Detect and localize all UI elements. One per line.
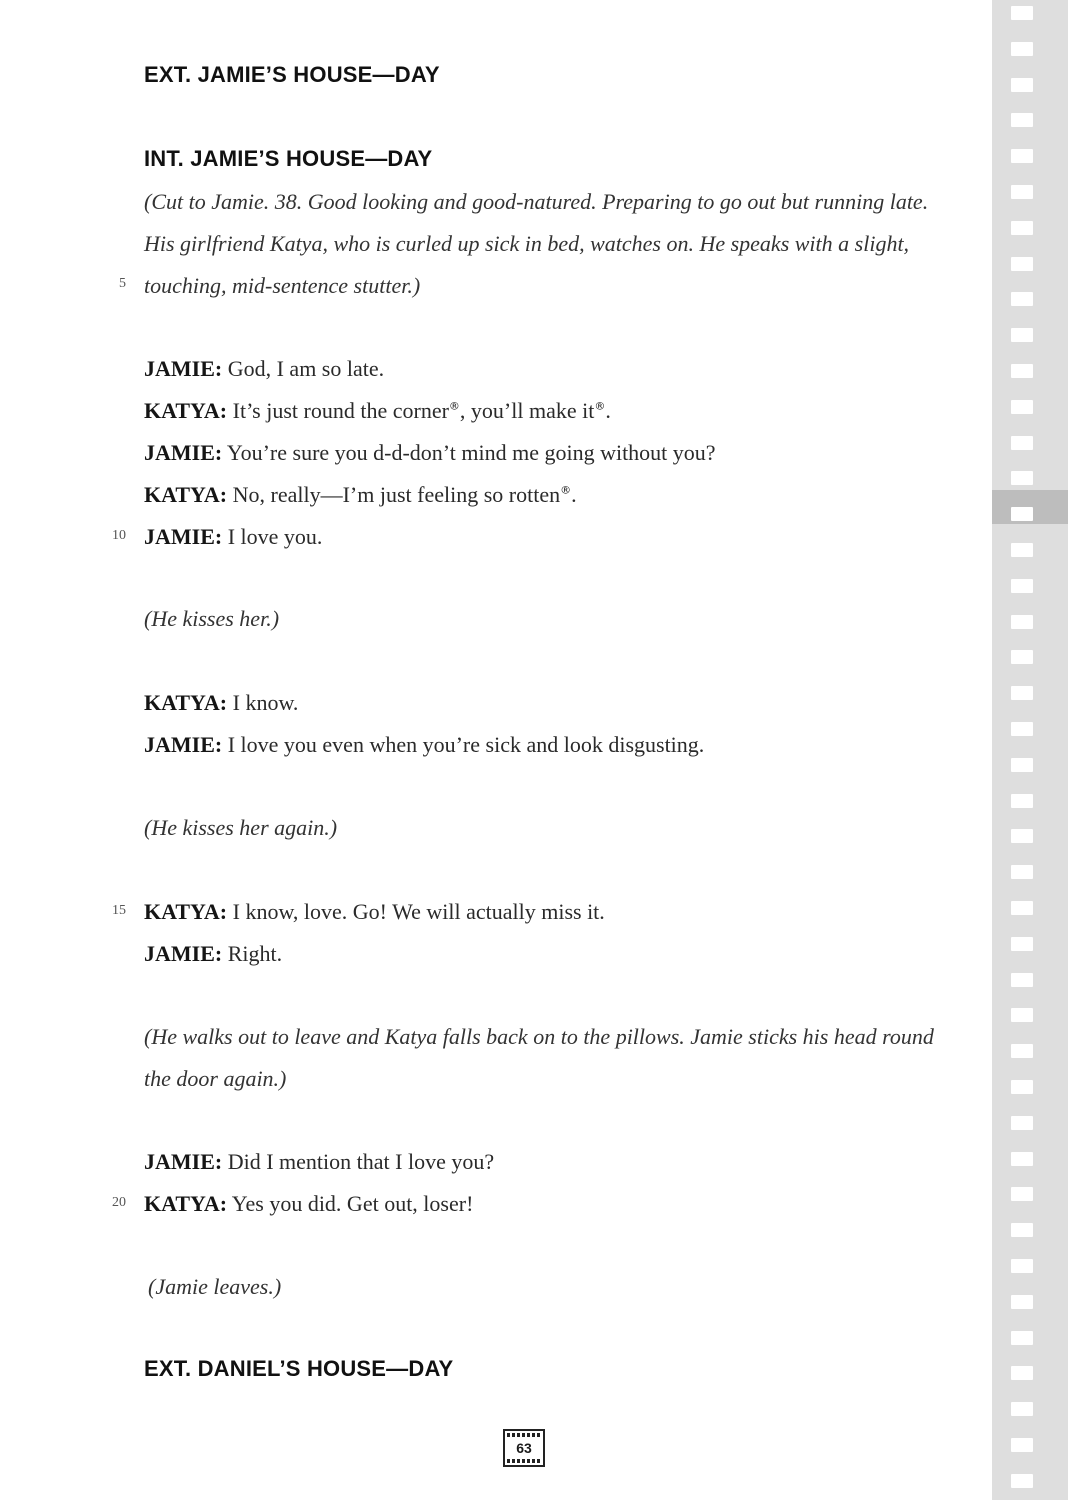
film-hole [1011,1187,1033,1201]
film-hole [1011,436,1033,450]
film-perforation [507,1459,541,1463]
stage-direction: (Jamie leaves.) [148,1274,282,1299]
dialogue-line [144,398,974,424]
film-strip-decoration [992,0,1068,1500]
film-hole [1011,292,1033,306]
stage-direction: (He kisses her again.) [144,815,338,840]
film-hole [1011,937,1033,951]
speaker-name: KATYA: [144,1191,228,1216]
footnote-marker: ® [448,399,460,413]
film-hole [1011,1223,1033,1237]
dialogue-text: I love you even when you’re sick and look disgusting. [222,732,705,757]
film-hole [1011,1402,1033,1416]
dialogue-line [144,732,974,758]
page-number: 63 [516,1440,532,1456]
film-hole [1011,973,1033,987]
line-number: 20 [112,1195,126,1210]
line-number: 10 [112,528,126,543]
film-hole [1011,1259,1033,1273]
film-hole [1011,257,1033,271]
film-hole [1011,221,1033,235]
line-number: 15 [112,903,126,918]
film-hole [1011,722,1033,736]
film-hole [1011,901,1033,915]
dialogue-line [144,440,974,466]
dialogue-line [144,482,974,508]
film-perforation [507,1433,541,1437]
stage-direction: (He kisses her.) [144,606,280,631]
footnote-marker: ® [594,399,606,413]
speaker-name: JAMIE: [144,356,223,381]
dialogue-line [144,524,974,550]
film-hole [1011,1295,1033,1309]
dialogue-text: I know. [227,690,299,715]
film-hole [1011,1331,1033,1345]
stage-direction-intro: (Cut to Jamie. 38. Good looking and good-natured. Preparing to go out but running late. His girlfriend Katya, who is curled up sick in bed, watches on. He speaks with a slight, touching, mid-sentence stutter.) [144,189,929,298]
dialogue-line [144,690,974,716]
speaker-name: JAMIE: [144,440,223,465]
punctuation: . [571,482,577,507]
dialogue-text: Did I mention that I love you? [222,1149,495,1174]
dialogue-line [144,1191,974,1217]
film-hole [1011,829,1033,843]
film-hole [1011,328,1033,342]
film-hole [1011,1152,1033,1166]
scene-heading-ext-jamies-house: EXT. JAMIE’S HOUSE—DAY [144,62,440,87]
speaker-name: JAMIE: [144,1149,223,1174]
film-hole [1011,78,1033,92]
film-hole [1011,1116,1033,1130]
speaker-name: KATYA: [144,690,228,715]
dialogue-text: No, really—I’m just feeling so rotten [227,482,561,507]
film-hole [1011,6,1033,20]
speaker-name: JAMIE: [144,941,223,966]
film-hole [1011,149,1033,163]
speaker-name: JAMIE: [144,732,223,757]
speaker-name: KATYA: [144,899,228,924]
stage-direction: (He walks out to leave and Katya falls back on to the pillows. Jamie sticks his head round the door again.) [144,1024,934,1091]
film-hole [1011,758,1033,772]
footnote-marker: ® [560,483,572,497]
film-hole [1011,364,1033,378]
dialogue-text: I love you. [222,524,323,549]
film-hole [1011,1438,1033,1452]
punctuation: . [605,398,611,423]
dialogue-line [144,1149,974,1175]
speaker-name: KATYA: [144,482,228,507]
dialogue-line [144,941,974,967]
dialogue-line [144,899,974,925]
film-hole [1011,1474,1033,1488]
scene-heading-int-jamies-house: INT. JAMIE’S HOUSE—DAY [144,146,433,171]
film-hole [1011,1044,1033,1058]
film-hole [1011,650,1033,664]
film-hole [1011,507,1033,521]
dialogue-text: I know, love. Go! We will actually miss it. [227,899,605,924]
page-number-badge [503,1429,545,1467]
film-hole [1011,1366,1033,1380]
film-hole [1011,1008,1033,1022]
dialogue-text: Yes you did. Get out, loser! [227,1191,474,1216]
film-hole [1011,185,1033,199]
film-hole [1011,794,1033,808]
film-hole [1011,471,1033,485]
film-hole [1011,615,1033,629]
line-number: 5 [119,276,126,291]
dialogue-text: It’s just round the corner [227,398,449,423]
scene-heading-ext-daniels-house: EXT. DANIEL’S HOUSE—DAY [144,1356,454,1381]
film-hole [1011,42,1033,56]
film-hole [1011,113,1033,127]
dialogue-line [144,356,974,382]
speaker-name: JAMIE: [144,524,223,549]
film-hole [1011,579,1033,593]
dialogue-text: You’re sure you d-d-don’t mind me going without you? [222,440,716,465]
speaker-name: KATYA: [144,398,228,423]
dialogue-text: , you’ll make it [459,398,595,423]
film-hole [1011,400,1033,414]
film-hole [1011,865,1033,879]
film-hole [1011,1080,1033,1094]
film-hole [1011,543,1033,557]
dialogue-text: Right. [222,941,283,966]
dialogue-text: God, I am so late. [222,356,385,381]
film-hole [1011,686,1033,700]
